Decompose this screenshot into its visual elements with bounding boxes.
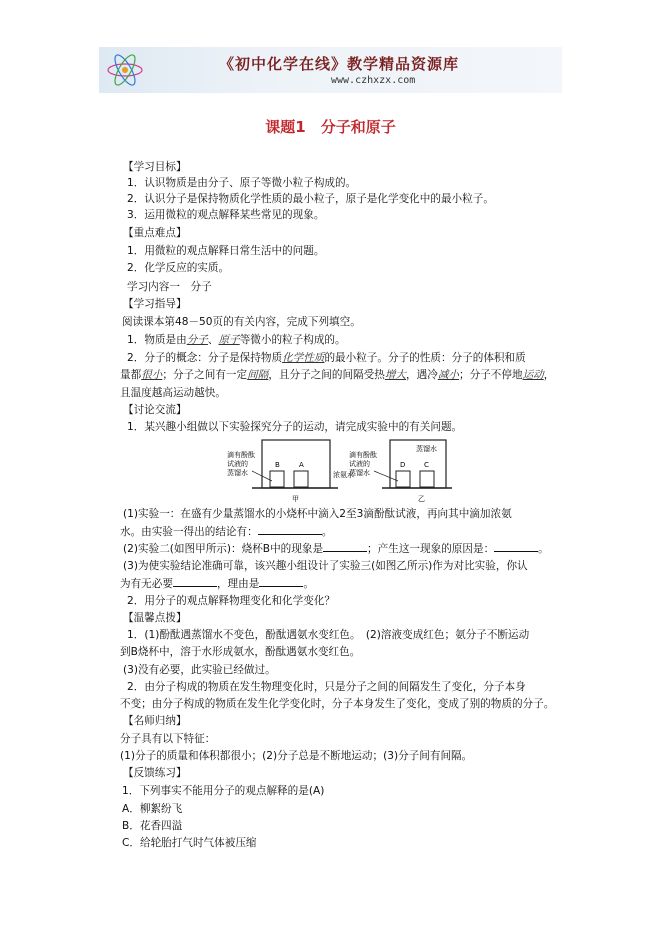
beaker-b-label: B bbox=[275, 461, 280, 469]
fill-line-3: 量都很小；分子之间有一定间隔，且分子之间的间隔受热增大，遇冷减小；分子不停地运动， bbox=[120, 369, 555, 381]
left-caption: 甲 bbox=[292, 495, 299, 503]
exp-1b: 水。由实验一得出的结论有： 。 bbox=[120, 526, 333, 538]
left-label-2: 试液的 bbox=[227, 460, 248, 468]
hint-line: 到B烧杯中，溶于水形成氨水，酚酞遇氨水变红色。 bbox=[120, 646, 361, 658]
right-label-1: 滴有酚酞 bbox=[349, 451, 377, 459]
exp-3a: (3)为使实验结论准确可靠，该兴趣小组设计了实验三(如图乙所示)作为对比实验，你认 bbox=[123, 560, 528, 572]
header-banner bbox=[99, 47, 562, 93]
option-c: C．给轮胎打气时气体被压缩 bbox=[122, 837, 257, 849]
text-line: 2．认识分子是保持物质化学性质的最小粒子，原子是化学变化中的最小粒子。 bbox=[127, 193, 494, 205]
left-label-3: 蒸馏水 bbox=[227, 469, 248, 477]
right-caption: 乙 bbox=[418, 495, 425, 503]
beaker-a-label: A bbox=[299, 461, 304, 469]
option-a: A．柳絮纷飞 bbox=[122, 803, 183, 815]
question-1: 1．某兴趣小组做以下实验探究分子的运动，请完成实验中的有关问题。 bbox=[127, 421, 463, 433]
hint-line: 2．由分子构成的物质在发生物理变化时，只是分子之间的间隔发生了变化，分子本身 bbox=[127, 681, 526, 693]
experiment-figure bbox=[222, 437, 452, 503]
answer-blank[interactable] bbox=[259, 576, 303, 587]
answer-blank[interactable] bbox=[258, 524, 322, 535]
beaker-d-label: D bbox=[400, 461, 406, 469]
section-label: 【学习目标】 bbox=[123, 161, 187, 173]
section-label: 【温馨点拨】 bbox=[123, 612, 187, 624]
hint-line: 不变；由分子构成的物质在发生化学变化时，分子本身发生了变化，变成了别的物质的分子。 bbox=[120, 698, 555, 710]
answer-blank[interactable] bbox=[173, 576, 217, 587]
section-label: 【反馈练习】 bbox=[123, 767, 187, 779]
left-label-1: 滴有酚酞 bbox=[227, 451, 255, 459]
section-label: 【学习指导】 bbox=[123, 298, 187, 310]
bell-jar-left bbox=[262, 440, 330, 488]
hint-line: (3)没有必要，此实验已经做过。 bbox=[123, 664, 276, 676]
option-b: B．花香四溢 bbox=[122, 820, 183, 832]
beaker-c bbox=[420, 471, 434, 487]
page-title: 课题1 分子和原子 bbox=[265, 118, 396, 136]
fill-line-4: 且温度越高运动越快。 bbox=[120, 387, 226, 399]
answer-blank[interactable] bbox=[494, 541, 538, 552]
right-label-2: 试液的 bbox=[349, 460, 370, 468]
text-line: 学习内容一 分子 bbox=[127, 281, 212, 293]
text-line: 3．运用微粒的观点解释某些常见的现象。 bbox=[127, 209, 325, 221]
text-line: 1．认识物质是由分子、原子等微小粒子构成的。 bbox=[127, 177, 357, 189]
section-label: 【重点难点】 bbox=[123, 227, 187, 239]
exp-1a: (1)实验一：在盛有少量蒸馏水的小烧杯中滴入2至3滴酚酞试液，再向其中滴加浓氨 bbox=[123, 508, 512, 520]
banner-url: www.czhxzx.com bbox=[331, 75, 416, 86]
section-label: 【讨论交流】 bbox=[123, 404, 187, 416]
hint-line: 1．(1)酚酞遇蒸馏水不变色，酚酞遇氨水变红色。 (2)溶液变成红色；氨分子不断运动 bbox=[127, 629, 530, 641]
practice-question: 1．下列事实不能用分子的观点解释的是(A) bbox=[122, 785, 325, 797]
beaker-d bbox=[396, 471, 410, 487]
left-reagent-label: 浓氨水 bbox=[333, 471, 354, 479]
fill-line-2: 2．分子的概念：分子是保持物质化学性质的最小粒子。分子的性质：分子的体积和质 bbox=[127, 352, 526, 364]
summary-line: 分子具有以下特征： bbox=[120, 733, 216, 745]
section-label: 【名师归纳】 bbox=[123, 715, 187, 727]
exp-3b: 为有无必要 ，理由是 。 bbox=[120, 578, 314, 590]
atom-logo-icon bbox=[105, 51, 145, 89]
text-line: 2．化学反应的实质。 bbox=[127, 262, 230, 274]
beaker-b bbox=[270, 471, 284, 487]
beaker-a bbox=[294, 471, 308, 487]
summary-line: (1)分子的质量和体积都很小；(2)分子总是不断地运动；(3)分子间有间隔。 bbox=[120, 750, 473, 762]
beaker-c-label: C bbox=[424, 461, 429, 469]
answer-blank[interactable] bbox=[323, 541, 367, 552]
question-2: 2．用分子的观点解释物理变化和化学变化？ bbox=[127, 595, 336, 607]
text-line: 阅读课本第48－50页的有关内容，完成下列填空。 bbox=[122, 316, 361, 328]
banner-title: 《初中化学在线》教学精品资源库 bbox=[219, 55, 460, 73]
right-label-3: 蒸馏水 bbox=[349, 469, 370, 477]
fill-line-1: 1．物质是由分子、原子等微小的粒子构成的。 bbox=[127, 334, 346, 346]
right-reagent-label: 蒸馏水 bbox=[416, 445, 437, 453]
exp-2: (2)实验二(如图甲所示)：烧杯B中的现象是 ；产生这一现象的原因是： 。 bbox=[123, 543, 549, 555]
text-line: 1．用微粒的观点解释日常生活中的问题。 bbox=[127, 245, 325, 257]
